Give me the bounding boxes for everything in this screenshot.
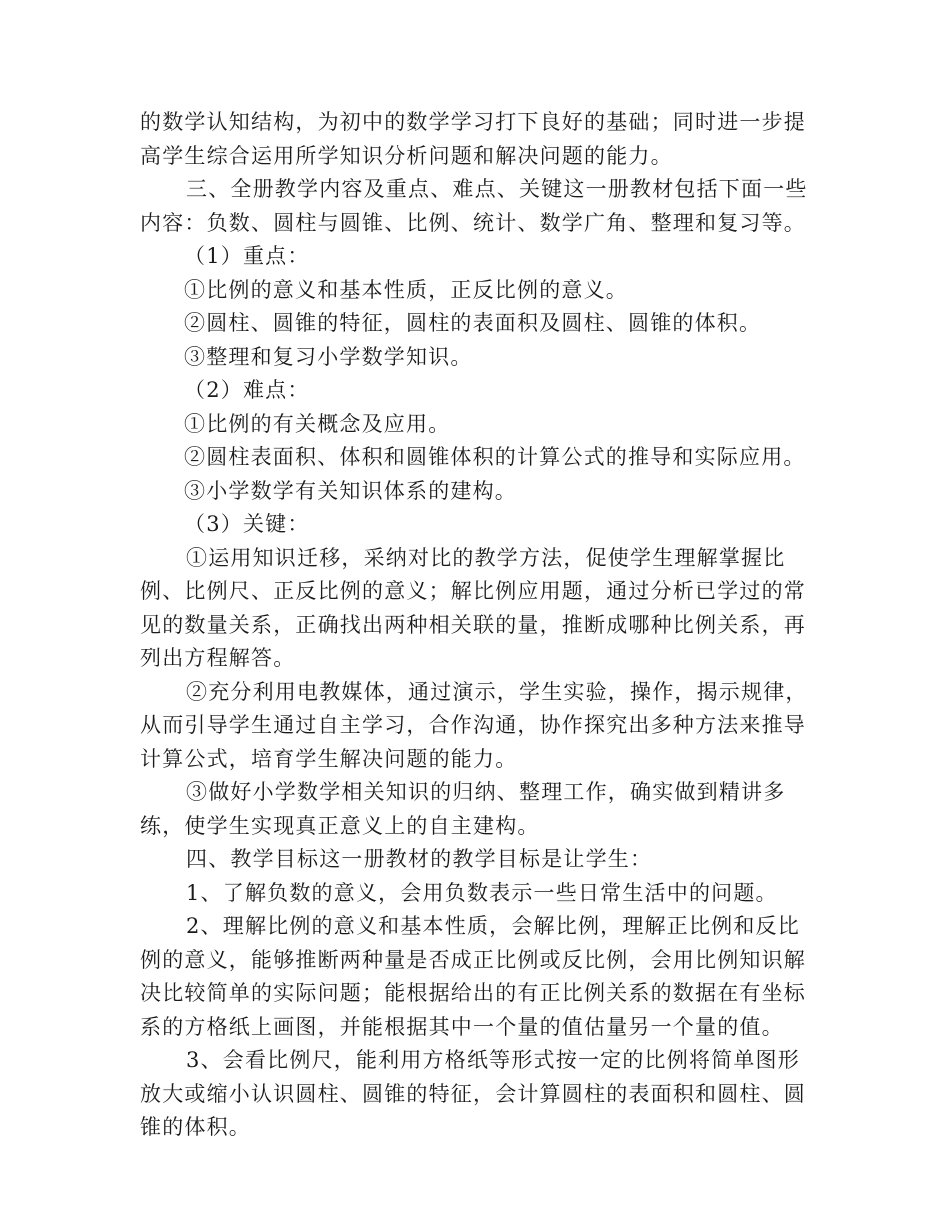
list-item-difficulty-2: ②圆柱表面积、体积和圆锥体积的计算公式的推导和实际应用。 <box>184 445 806 469</box>
list-item-key-1: ①比例的意义和基本性质，正反比例的意义。 <box>184 277 628 302</box>
document-body <box>140 106 812 1145</box>
list-item-difficulty-3: ③小学数学有关知识体系的建构。 <box>184 478 517 503</box>
paragraph-goal-3: 3、会看比例尺，能利用方格纸等形式按一定的比例将简单图形放大或缩小认识圆柱、圆锥的特征，会计算圆柱的表面积和圆柱、圆锥的体积。 <box>140 1048 806 1139</box>
paragraph-crux-3: ③做好小学数学相关知识的归纳、整理工作，确实做到精讲多练，使学生实现真正意义上的自主建构。 <box>140 780 786 838</box>
paragraph-section-3-heading: 三、全册教学内容及重点、难点、关键这一册教材包括下面一些内容：负数、圆柱与圆锥、比例、统计、数学广角、整理和复习等。 <box>140 177 808 235</box>
paragraph-crux-2: ②充分利用电教媒体，通过演示，学生实验，操作，揭示规律，从而引导学生通过自主学习，合作沟通，协作探究出多种方法来推导计算公式，培育学生解决问题的能力。 <box>140 679 808 771</box>
subheading-crux: （3）关键： <box>184 512 310 536</box>
paragraph-intro-continuation: 的数学认知结构，为初中的数学学习打下良好的基础；同时进一步提高学生综合运用所学知识分析问题和解决问题的能力。 <box>140 110 806 168</box>
paragraph-goal-2: 2、理解比例的意义和基本性质，会解比例，理解正比例和反比例的意义，能够推断两种量是否成正比例或反比例，会用比例知识解决比较简单的实际问题；能根据给出的有正比例关系的数据在有坐标系的方格纸上画图，并能根据其中一个量的值估量另一个量的值。 <box>140 914 806 1039</box>
paragraph-goal-1: 1、了解负数的意义，会用负数表示一些日常生活中的问题。 <box>186 880 778 905</box>
paragraph-crux-1: ①运用知识迁移，采纳对比的教学方法，促使学生理解掌握比例、比例尺、正反比例的意义；解比例应用题，通过分析已学过的常见的数量关系，正确找出两种相关联的量，推断成哪种比例关系，再列出方程解答。 <box>140 545 806 670</box>
list-item-key-2: ②圆柱、圆锥的特征，圆柱的表面积及圆柱、圆锥的体积。 <box>184 311 762 335</box>
subheading-key-points: （1）重点： <box>184 244 310 268</box>
list-item-key-3: ③整理和复习小学数学知识。 <box>184 344 473 369</box>
subheading-difficulties: （2）难点： <box>184 378 310 402</box>
list-item-difficulty-1: ①比例的有关概念及应用。 <box>184 411 451 436</box>
paragraph-section-4-heading: 四、教学目标这一册教材的教学目标是让学生： <box>186 847 653 871</box>
